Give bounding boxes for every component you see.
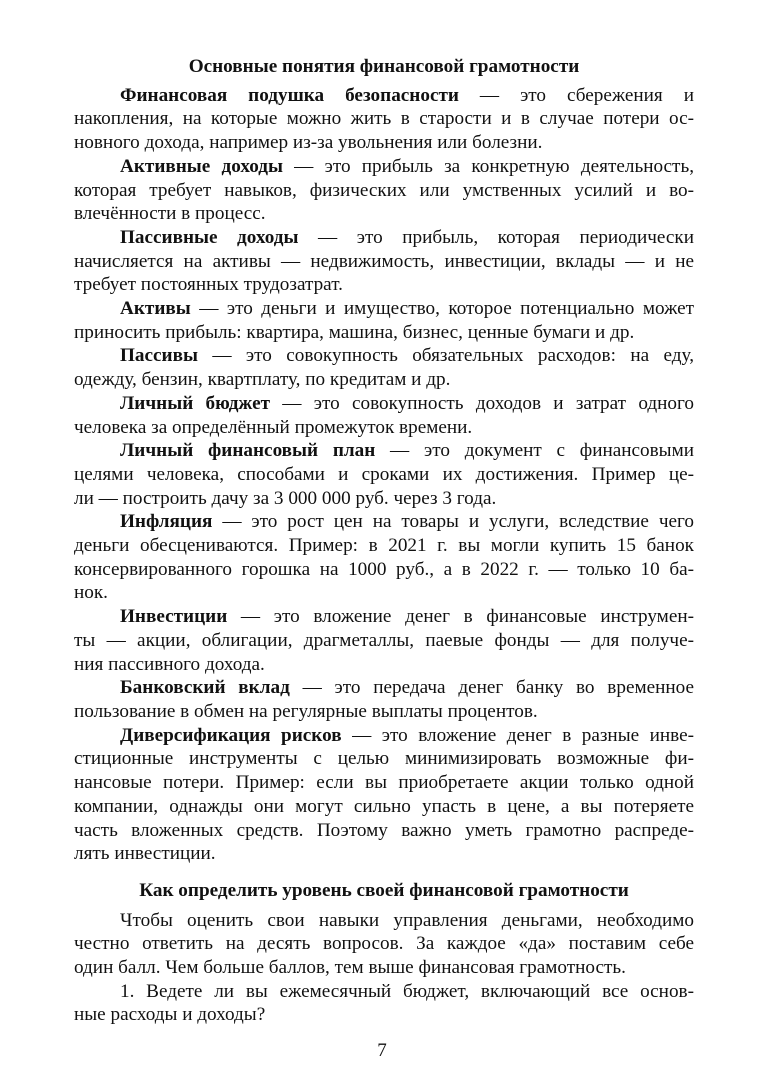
definition-text: — это совокупность обязательных расходов: на еду,	[197, 345, 694, 367]
definition-text: — это документ с финансовыми	[375, 440, 694, 462]
page-number: 7	[377, 1040, 387, 1061]
text-line: лять инвестиции.	[74, 843, 216, 865]
definition-term: Пассивы	[120, 345, 198, 367]
text-line: Чтобы оценить свои навыки управления деньгами, необходимо	[120, 909, 694, 931]
text-line: компании, однажды они могут сильно упасть в цене, а вы потеряете	[74, 795, 694, 817]
text-line	[74, 344, 694, 368]
text-line: ты — акции, облигации, драгметаллы, паевые фонды — для получе-	[74, 629, 694, 651]
definition-text: — это сбережения и	[458, 84, 694, 106]
definition-paragraph	[74, 297, 694, 344]
definition-paragraph	[74, 155, 694, 226]
text-line: консервированного горошка на 1000 руб., а в 2022 г. — только 10 ба-	[74, 558, 694, 580]
text-line: часть вложенных средств. Поэтому важно уметь грамотно распреде-	[74, 819, 694, 841]
definition-text: — это вложение денег в финансовые инструмен-	[227, 606, 694, 628]
page-title: Основные понятия финансовой грамотности	[188, 56, 580, 77]
definitions-list	[74, 84, 694, 866]
definition-paragraph	[74, 344, 694, 391]
definition-text: — это рост цен на товары и услуги, вследствие чего	[212, 511, 694, 533]
text-line: влечённости в процесс.	[74, 203, 266, 225]
text-line	[74, 155, 694, 179]
text-line: нансовые потери. Пример: если вы приобретаете акции только одной	[74, 772, 694, 794]
text-line: один балл. Чем больше баллов, тем выше финансовая грамотность.	[74, 957, 626, 979]
text-line: честно ответить на десять вопросов. За каждое «да» поставим себе	[74, 933, 694, 955]
definition-paragraph	[74, 676, 694, 723]
definition-term: Инфляция	[120, 511, 213, 533]
text-line	[74, 392, 694, 416]
text-line: целями человека, способами и сроками их достижения. Пример це-	[74, 463, 694, 485]
text-line: требует постоянных трудозатрат.	[74, 274, 343, 296]
text-line: ли — построить дачу за 3 000 000 руб. через 3 года.	[74, 487, 497, 509]
page-body	[74, 55, 694, 1027]
definition-text: — это передача денег банку во временное	[289, 677, 695, 699]
text-line: которая требует навыков, физических или умственных усилий и во-	[74, 179, 694, 201]
definition-paragraph	[74, 605, 694, 676]
text-line: одежду, бензин, квартплату, по кредитам и др.	[74, 369, 451, 391]
definition-term: Личный финансовый план	[120, 440, 376, 462]
section-title: Как определить уровень своей финансовой грамотности	[139, 879, 629, 901]
text-line	[74, 439, 694, 463]
definition-term: Активные доходы	[120, 155, 283, 177]
definition-text: — это вложение денег в разные инве-	[341, 724, 694, 746]
definition-term: Финансовая подушка безопасности	[120, 84, 459, 106]
definition-text: — это прибыль, которая периодически	[298, 226, 694, 248]
question-1	[74, 980, 694, 1027]
text-line: новного дохода, например из-за увольнения или болезни.	[74, 132, 543, 154]
text-line	[74, 724, 694, 748]
text-line	[74, 605, 694, 629]
definition-paragraph	[74, 439, 694, 510]
text-line: человека за определённый промежуток времени.	[74, 416, 473, 438]
text-line	[74, 510, 694, 534]
text-line	[74, 297, 694, 321]
text-line: приносить прибыль: квартира, машина, бизнес, ценные бумаги и др.	[74, 321, 635, 343]
definition-paragraph	[74, 84, 694, 155]
text-line: пользование в обмен на регулярные выплаты процентов.	[74, 700, 538, 722]
definition-term: Активы	[120, 298, 191, 320]
text-line	[74, 226, 694, 250]
definition-text: — это деньги и имущество, которое потенциально может	[190, 298, 694, 320]
text-line: стиционные инструменты с целью минимизировать возможные фи-	[74, 748, 694, 770]
intro-paragraph	[74, 909, 694, 980]
definition-paragraph	[74, 392, 694, 439]
text-line: деньги обесцениваются. Пример: в 2021 г. вы могли купить 15 банок	[74, 535, 694, 557]
definition-paragraph	[74, 226, 694, 297]
text-line: 1. Ведете ли вы ежемесячный бюджет, включающий все основ-	[120, 980, 694, 1002]
text-line: накопления, на которые можно жить в старости и в случае потери ос-	[74, 108, 694, 130]
definition-term: Личный бюджет	[120, 392, 271, 414]
text-line	[74, 676, 694, 700]
definition-text: — это совокупность доходов и затрат одного	[270, 392, 694, 414]
definition-paragraph	[74, 510, 694, 605]
definition-term: Диверсификация рисков	[120, 724, 342, 746]
text-line: нок.	[74, 582, 108, 604]
text-line: ные расходы и доходы?	[74, 1004, 266, 1026]
definition-paragraph	[74, 724, 694, 866]
definition-text: — это прибыль за конкретную деятельность,	[282, 155, 694, 177]
text-line	[74, 84, 694, 108]
definition-term: Инвестиции	[120, 606, 228, 628]
definition-term: Пассивные доходы	[120, 226, 299, 248]
text-line: начисляется на активы — недвижимость, инвестиции, вклады — и не	[74, 250, 694, 272]
definition-term: Банковский вклад	[120, 677, 290, 699]
text-line: ния пассивного дохода.	[74, 653, 265, 675]
